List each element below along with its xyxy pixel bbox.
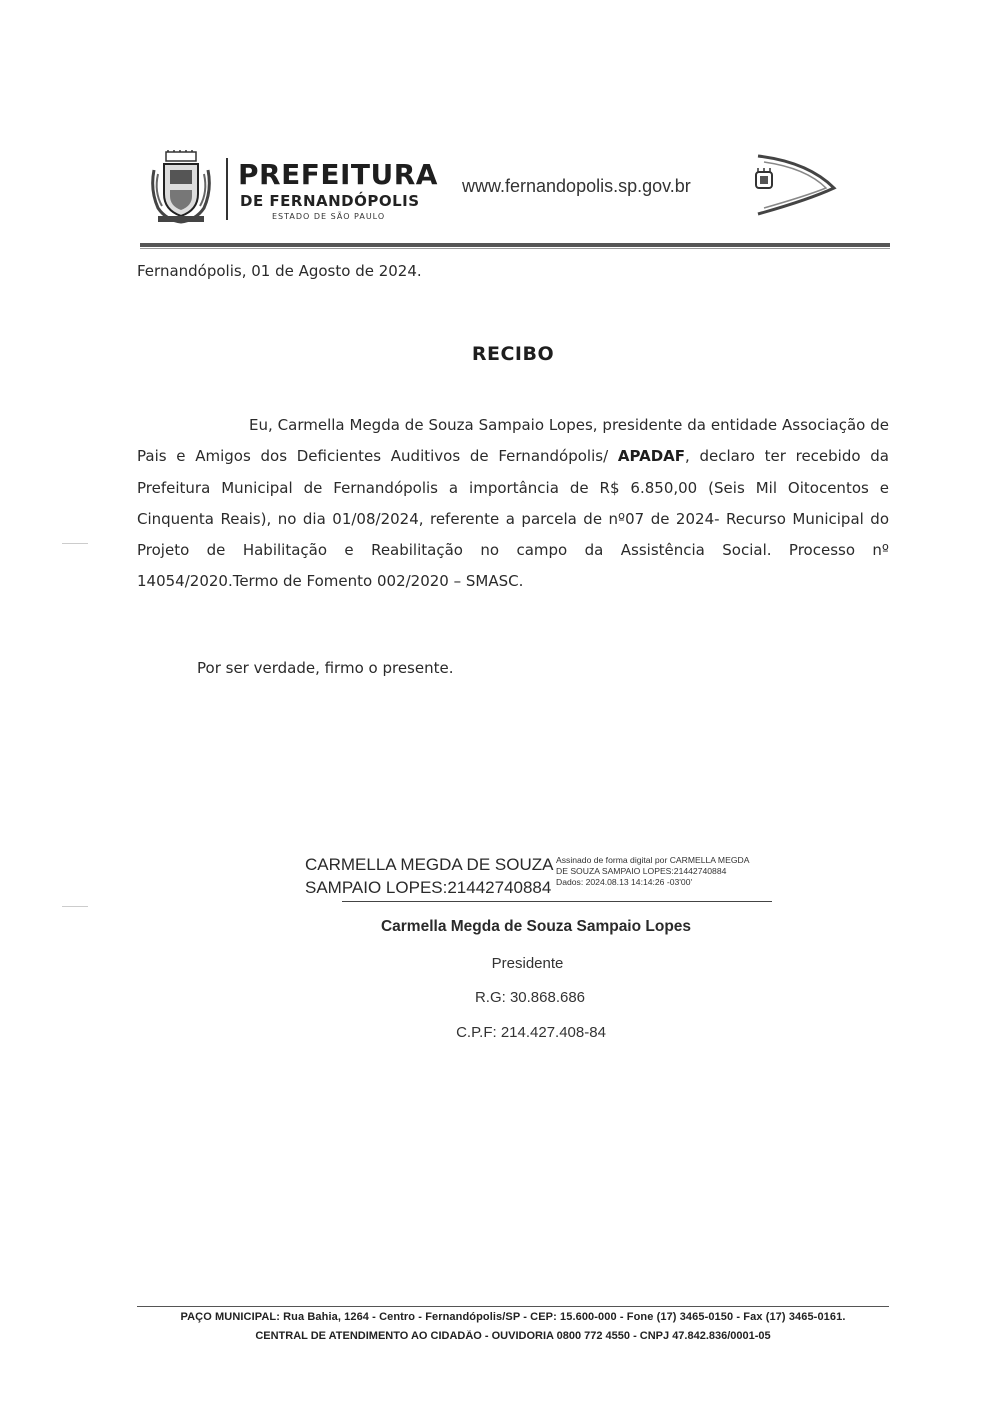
signer-role: Presidente <box>491 955 564 972</box>
digital-signature-meta-line3: Dados: 2024.08.13 14:14:26 -03'00' <box>556 877 693 887</box>
digital-signature-meta <box>556 855 806 888</box>
signer-rg: R.G: 30.868.686 <box>474 989 586 1006</box>
scan-mark <box>62 543 88 544</box>
digital-signature-meta-line2: DE SOUZA SAMPAIO LOPES:21442740884 <box>556 866 727 876</box>
signer-name: Carmella Megda de Souza Sampaio Lopes <box>380 918 692 935</box>
digital-signature-name <box>305 853 555 899</box>
digital-signature-meta-line1: Assinado de forma digital por CARMELLA MEGDA <box>556 855 750 865</box>
brand-subtitle: DE FERNANDÓPOLIS <box>240 192 420 210</box>
brand-state: ESTADO DE SÃO PAULO <box>272 212 386 221</box>
footer-address: PAÇO MUNICIPAL: Rua Bahia, 1264 - Centro - Fernandópolis/SP - CEP: 15.600-000 - Fone (17) 3465-0150 - Fax (17) 3465-0161. <box>180 1311 846 1323</box>
paragraph-text-2: , declaro ter recebido da Prefeitura Municipal de Fernandópolis a importância de R$ 6.850,00 (Seis Mil Oitocentos e Cinquenta Reais), no dia 01/08/2024, referente a parcela de nº07 de 2024- Recurso Municipal do Projeto de Habilitação e Reabilitação no campo da Assistência Social. Processo nº 14054/2020.Termo de Fomento 002/2020 – SMASC. <box>137 447 889 591</box>
document-title: RECIBO <box>471 343 555 365</box>
receipt-paragraph <box>137 410 889 598</box>
footer-contact: CENTRAL DE ATENDIMENTO AO CIDADÃO - OUVIDORIA 0800 772 4550 - CNPJ 47.842.836/0001-05 <box>255 1330 771 1340</box>
footer-rule <box>137 1306 889 1307</box>
brand-title: PREFEITURA <box>238 158 438 191</box>
digital-signature-name-line1: CARMELLA MEGDA DE SOUZA <box>305 855 554 874</box>
header-rule <box>140 243 890 247</box>
closing-line: Por ser verdade, firmo o presente. <box>197 659 454 677</box>
header-divider <box>226 158 228 220</box>
website-link[interactable]: www.fernandopolis.sp.gov.br <box>462 176 691 196</box>
coat-of-arms-icon <box>150 150 212 224</box>
date-line: Fernandópolis, 01 de Agosto de 2024. <box>137 262 422 280</box>
header-rule-thin <box>140 248 890 249</box>
signature-line <box>342 901 772 902</box>
paragraph-text-1: Eu, Carmella Megda de Souza Sampaio Lopes, presidente da entidade Associação de Pais e Amigos dos Deficientes Auditivos de Fernandópolis/ <box>137 416 889 466</box>
entity-acronym: APADAF <box>617 447 686 466</box>
city-emblem-icon <box>738 152 838 218</box>
signer-cpf: C.P.F: 214.427.408-84 <box>456 1024 606 1041</box>
digital-signature-name-line2: SAMPAIO LOPES:21442740884 <box>305 878 552 897</box>
scan-mark <box>62 906 88 907</box>
